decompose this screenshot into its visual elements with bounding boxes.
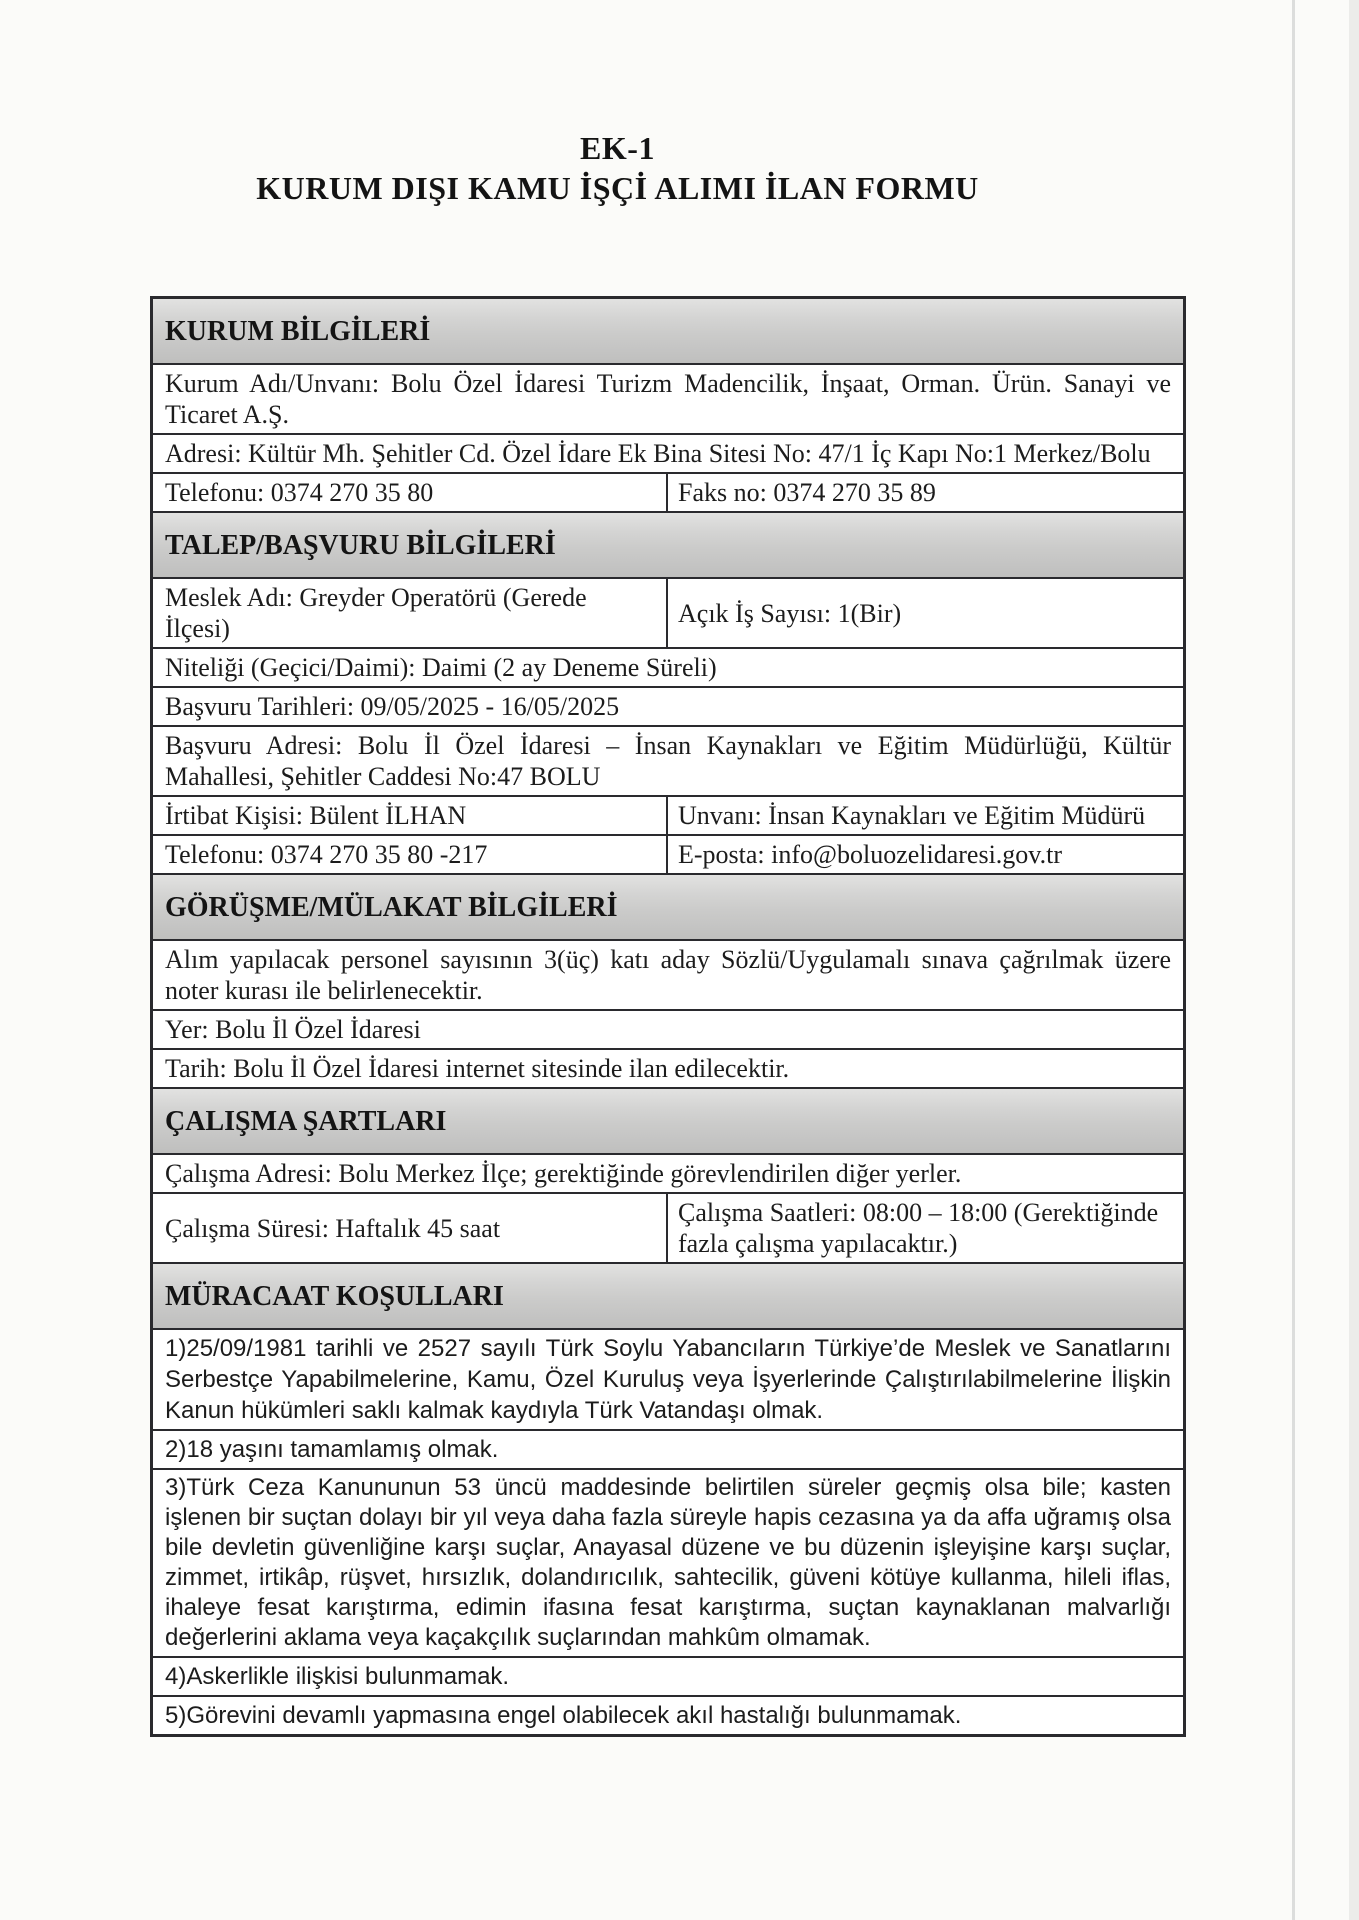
field-tarih: Tarih: Bolu İl Özel İdaresi internet sitesinde ilan edilecektir.: [153, 1050, 1183, 1089]
row-irtibat-unvan: [153, 797, 1183, 836]
section-header-talep-basvuru: TALEP/BAŞVURU BİLGİLERİ: [153, 513, 1183, 579]
field-calisma-adresi: Çalışma Adresi: Bolu Merkez İlçe; gerektiğinde görevlendirilen diğer yerler.: [153, 1155, 1183, 1194]
field-irtibat-kisisi: İrtibat Kişisi: Bülent İLHAN: [165, 801, 467, 830]
field-madde-2: 2)18 yaşını tamamlamış olmak.: [153, 1431, 1183, 1470]
section-header-calisma-sartlari: ÇALIŞMA ŞARTLARI: [153, 1089, 1183, 1155]
section-header-kurum-bilgileri: KURUM BİLGİLERİ: [153, 299, 1183, 365]
form-table: [150, 296, 1186, 1737]
field-kurum-adi-unvani: Kurum Adı/Unvanı: Bolu Özel İdaresi Turizm Madencilik, İnşaat, Orman. Ürün. Sanayi ve Ticaret A.Ş.: [153, 365, 1183, 435]
field-acik-is-sayisi-wrap: [666, 579, 1183, 647]
field-acik-is-sayisi: Açık İş Sayısı: 1(Bir): [678, 598, 902, 628]
field-eposta: E-posta: info@boluozelidaresi.gov.tr: [666, 836, 1183, 873]
field-meslek-adi: Meslek Adı: Greyder Operatörü (Gerede İlçesi): [165, 583, 587, 643]
field-telefon-dahili: Telefonu: 0374 270 35 80 -217: [165, 840, 488, 869]
title-ek1: EK-1: [580, 130, 655, 166]
field-alim-aciklama: Alım yapılacak personel sayısının 3(üç) katı aday Sözlü/Uygulamalı sınava çağrılmak üzere noter kurası ile belirlenecektir.: [153, 941, 1183, 1011]
scan-edge-line: [1292, 0, 1295, 1920]
field-madde-3: 3)Türk Ceza Kanununun 53 üncü maddesinde belirtilen süreler geçmiş olsa bile; kasten işlenen bir suçtan dolayı bir yıl veya daha fazla süreyle hapis cezasına ya da affa uğramış olsa bile devletin güvenliğine karşı suçlar, Anayasal düzene ve bu düzenin işleyişine karşı suçlar, zimmet, irtikâp, rüşvet, hırsızlık, dolandırıcılık, sahtecilik, güveni kötüye kullanma, hileli iflas, ihaleye fesat karıştırma, edimin ifasına fesat karıştırma, suçtan kaynaklanan malvarlığı değerlerini aklama veya kaçakçılık suçlarından mahkûm olmamak.: [153, 1470, 1183, 1658]
row-telefon2-eposta: [153, 836, 1183, 875]
field-calisma-suresi: Çalışma Süresi: Haftalık 45 saat: [165, 1213, 501, 1243]
row-telefon-faks: [153, 474, 1183, 513]
field-faks: Faks no: 0374 270 35 89: [666, 474, 1183, 511]
field-yer: Yer: Bolu İl Özel İdaresi: [153, 1011, 1183, 1050]
field-madde-5: 5)Görevini devamlı yapmasına engel olabilecek akıl hastalığı bulunmamak.: [165, 1702, 962, 1729]
field-madde-4: 4)Askerlikle ilişkisi bulunmamak.: [153, 1658, 1183, 1697]
field-telefon: Telefonu: 0374 270 35 80: [165, 478, 434, 507]
section-header-muracaat-kosullari: MÜRACAAT KOŞULLARI: [153, 1264, 1183, 1330]
row-sure-saat: [153, 1194, 1183, 1264]
field-adres: Adresi: Kültür Mh. Şehitler Cd. Özel İdare Ek Bina Sitesi No: 47/1 İç Kapı No:1 Merkez/Bolu: [153, 435, 1183, 474]
field-irtibat-kisisi-wrap: [153, 797, 666, 834]
row-meslek-acikis: [153, 579, 1183, 649]
field-niteligi: Niteliği (Geçici/Daimi): Daimi (2 ay Deneme Süreli): [153, 649, 1183, 688]
field-basvuru-adresi: Başvuru Adresi: Bolu İl Özel İdaresi – İnsan Kaynakları ve Eğitim Müdürlüğü, Kültür Mahallesi, Şehitler Caddesi No:47 BOLU: [153, 727, 1183, 797]
section-header-gorusme-mulakat: GÖRÜŞME/MÜLAKAT BİLGİLERİ: [153, 875, 1183, 941]
field-basvuru-tarihleri: Başvuru Tarihleri: 09/05/2025 - 16/05/2025: [153, 688, 1183, 727]
scan-edge-shade: [1349, 0, 1359, 1920]
field-calisma-suresi-wrap: [153, 1194, 666, 1262]
title-form-name: KURUM DIŞI KAMU İŞÇİ ALIMI İLAN FORMU: [256, 170, 979, 206]
document-title: [150, 128, 1085, 208]
field-madde-1: 1)25/09/1981 tarihli ve 2527 sayılı Türk Soylu Yabancıların Türkiye’de Meslek ve Sanatlarını Serbestçe Yapabilmelerine, Kamu, Özel Kuruluş veya İşyerlerinde Çalıştırılabilmelerine İlişkin Kanun hükümleri saklı kalmak kaydıyla Türk Vatandaşı olmak.: [153, 1330, 1183, 1431]
field-unvani: Unvanı: İnsan Kaynakları ve Eğitim Müdürü: [666, 797, 1183, 834]
field-calisma-saatleri: Çalışma Saatleri: 08:00 – 18:00 (Gerektiğinde fazla çalışma yapılacaktır.): [666, 1194, 1183, 1262]
